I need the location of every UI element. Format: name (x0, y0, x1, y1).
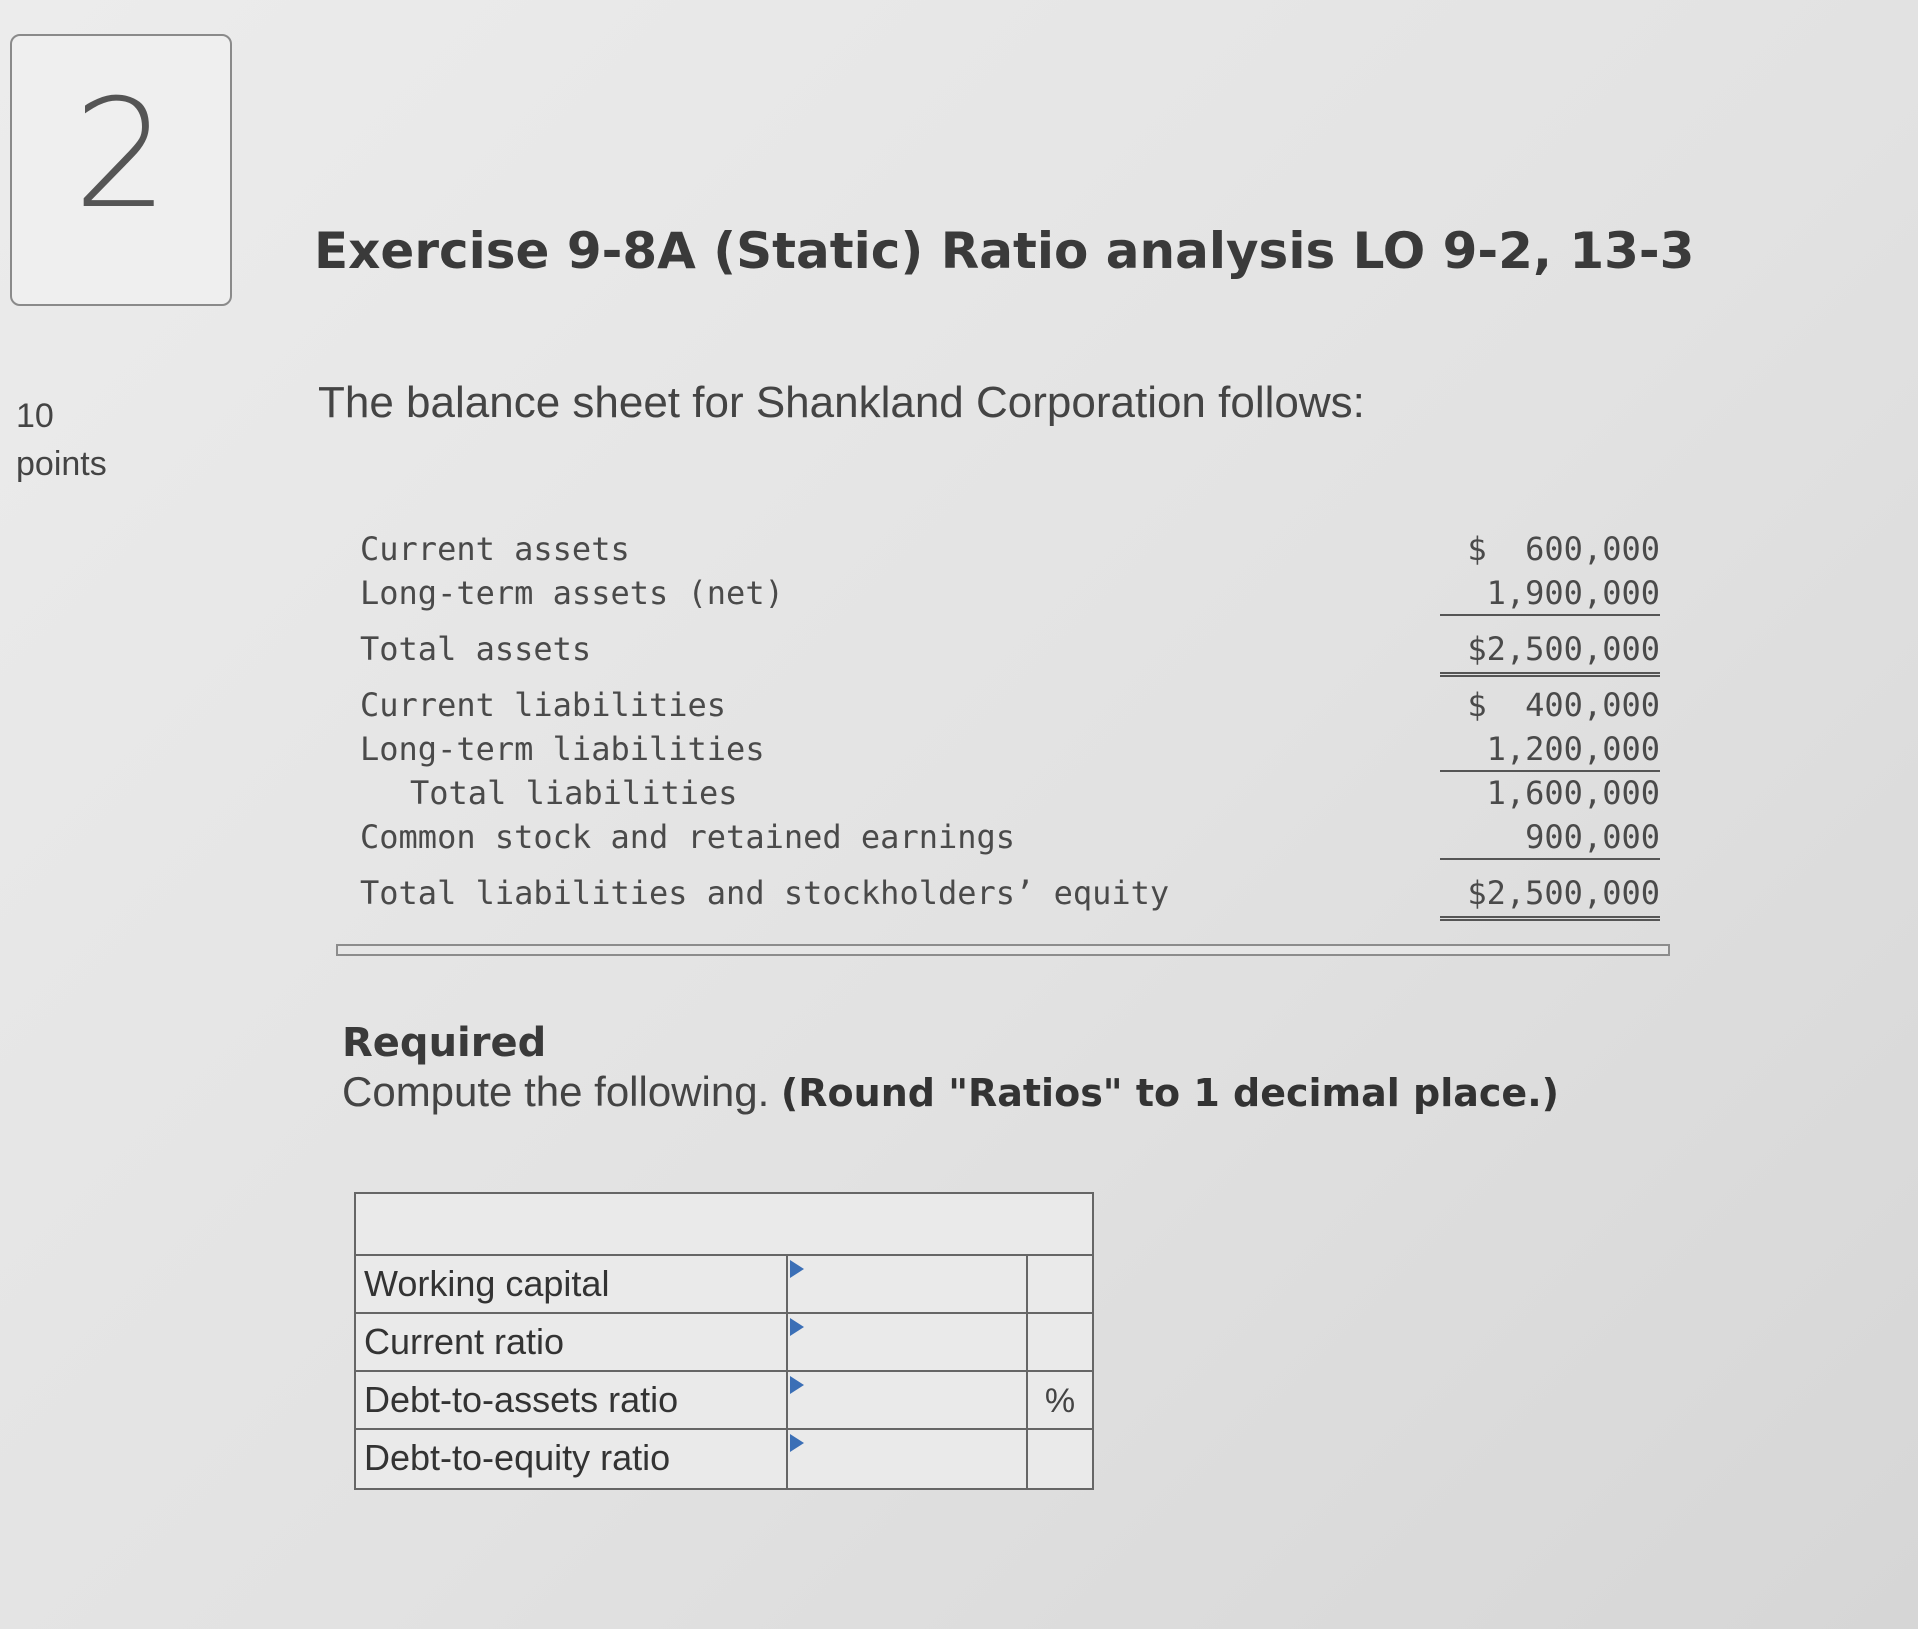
balance-row-label: Total liabilities (410, 774, 738, 812)
instruction (342, 1068, 1559, 1116)
balance-row-long-term-liabilities (360, 730, 1660, 774)
balance-row-value: $ 600,000 (1467, 530, 1660, 568)
points-label: points (16, 445, 107, 483)
points-value: 10 (16, 397, 54, 435)
input-marker-icon (790, 1434, 804, 1452)
question-number-box (10, 34, 232, 306)
answer-row-label: Current ratio (356, 1314, 788, 1370)
points-indicator (16, 392, 107, 488)
answer-unit (1028, 1256, 1092, 1312)
balance-row-label: Total liabilities and stockholders’ equity (360, 874, 1170, 912)
input-marker-icon (790, 1260, 804, 1278)
current-ratio-input[interactable] (788, 1314, 1028, 1370)
sheet-divider (336, 944, 1670, 956)
answer-unit (1028, 1314, 1092, 1370)
balance-row-value: 1,200,000 (1440, 730, 1660, 772)
balance-row-total-liabilities-equity (360, 874, 1660, 918)
exercise-title: Exercise 9-8A (Static) Ratio analysis LO 9-2, 13-3 (314, 222, 1695, 280)
balance-row-value: $ 400,000 (1467, 686, 1660, 724)
debt-to-assets-input[interactable] (788, 1372, 1028, 1428)
balance-row-label: Current assets (360, 530, 630, 568)
balance-row-current-assets (360, 530, 1660, 574)
answer-row-label: Debt-to-assets ratio (356, 1372, 788, 1428)
balance-row-label: Total assets (360, 630, 592, 668)
balance-row-label: Common stock and retained earnings (360, 818, 1016, 856)
intro-text: The balance sheet for Shankland Corporation follows: (318, 378, 1365, 427)
required-heading: Required (342, 1020, 547, 1066)
answer-unit (1028, 1430, 1092, 1488)
answer-table-header (356, 1194, 1092, 1256)
balance-row-value: $2,500,000 (1440, 630, 1660, 677)
input-marker-icon (790, 1376, 804, 1394)
instruction-rounding-note: (Round "Ratios" to 1 decimal place.) (780, 1071, 1559, 1115)
answer-row-working-capital (356, 1256, 1092, 1314)
debt-to-equity-input[interactable] (788, 1430, 1028, 1488)
percent-unit: % (1044, 1382, 1076, 1420)
balance-row-label: Current liabilities (360, 686, 727, 724)
balance-row-value: 900,000 (1440, 818, 1660, 860)
answer-row-label: Debt-to-equity ratio (356, 1430, 788, 1488)
answer-row-current-ratio (356, 1314, 1092, 1372)
working-capital-input[interactable] (788, 1256, 1028, 1312)
answer-row-label: Working capital (356, 1256, 788, 1312)
input-marker-icon (790, 1318, 804, 1336)
balance-row-long-term-assets (360, 574, 1660, 618)
answer-row-debt-to-equity (356, 1430, 1092, 1488)
balance-row-value: $2,500,000 (1440, 874, 1660, 921)
balance-row-common-stock (360, 818, 1660, 862)
balance-row-value: 1,600,000 (1486, 774, 1660, 812)
balance-row-total-assets (360, 630, 1660, 674)
answer-row-debt-to-assets (356, 1372, 1092, 1430)
answer-table (354, 1192, 1094, 1490)
balance-row-total-liabilities (360, 774, 1660, 818)
question-number: 2 (73, 68, 169, 242)
balance-row-label: Long-term assets (net) (360, 574, 784, 612)
balance-row-label: Long-term liabilities (360, 730, 765, 768)
instruction-text: Compute the following. (342, 1068, 770, 1115)
balance-row-current-liabilities (360, 686, 1660, 730)
balance-row-value: 1,900,000 (1440, 574, 1660, 616)
